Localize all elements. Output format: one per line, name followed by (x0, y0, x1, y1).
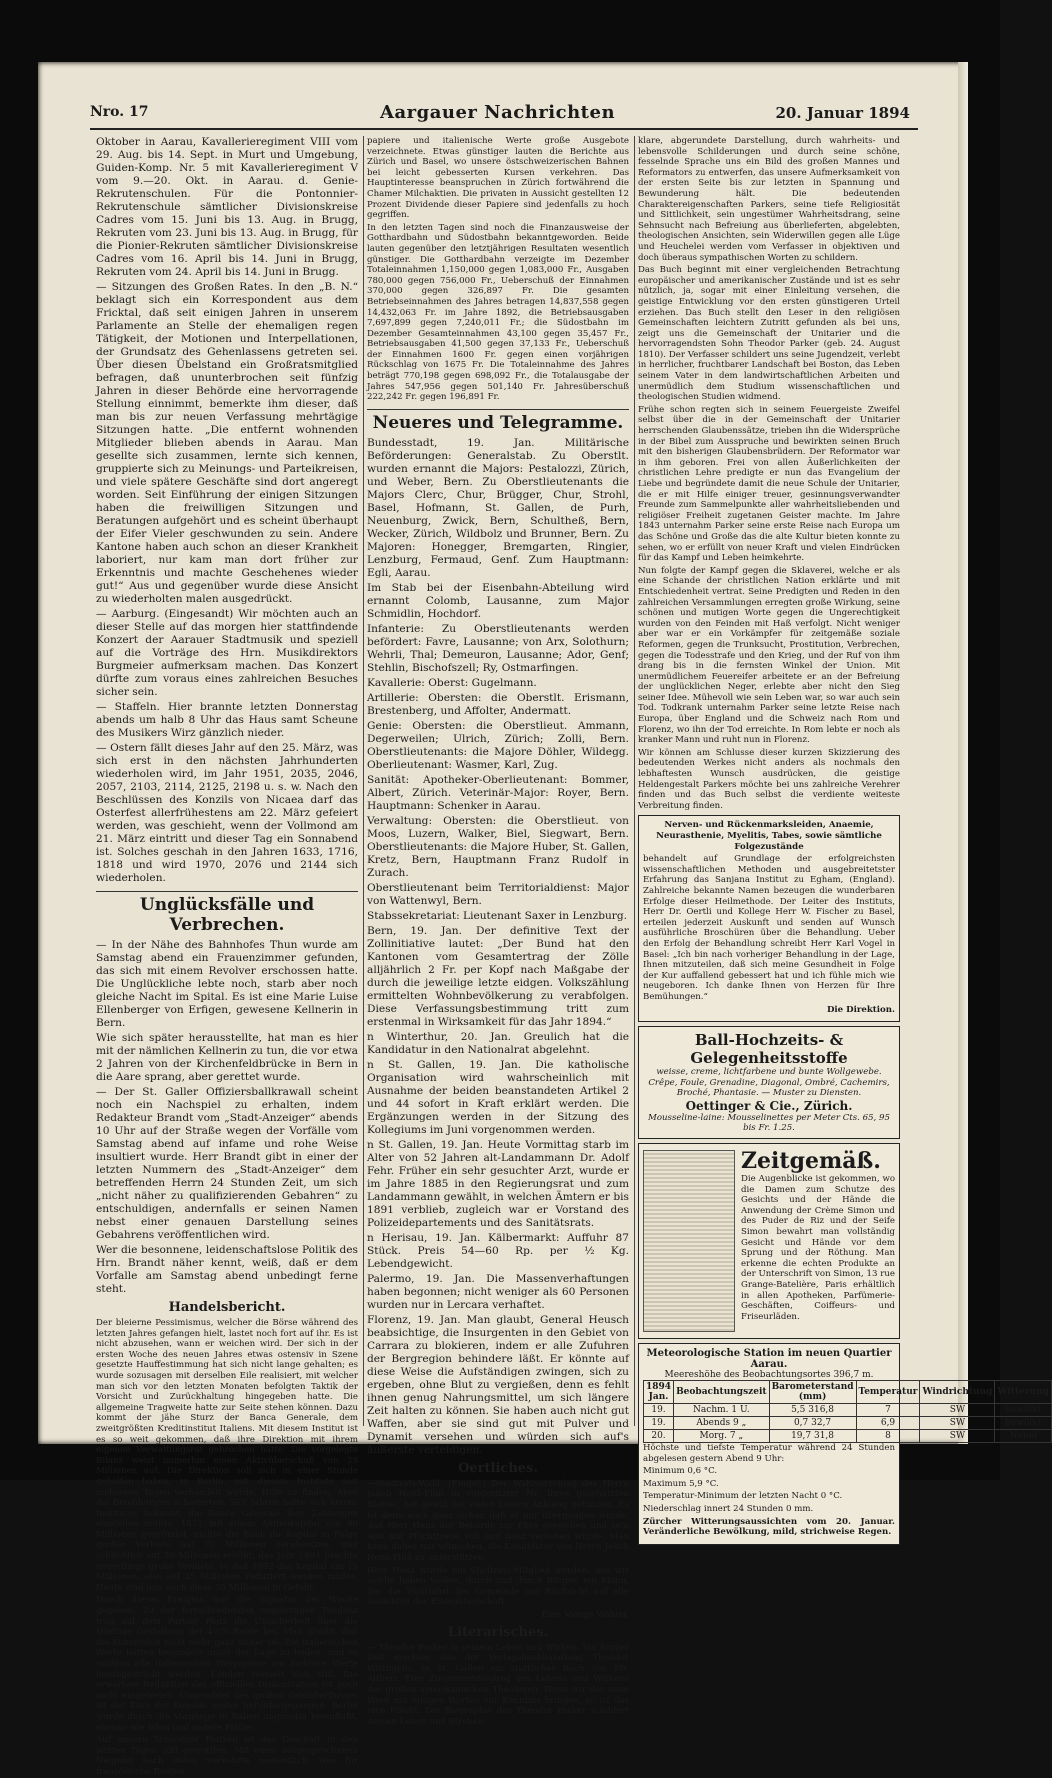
weather-forecast: Zürcher Witterungsaussichten vom 20. Januar. Veränderliche Bewölkung, mild, strichweise Regen. (643, 1516, 895, 1538)
article-signature: Eine Menge Wähler. (541, 1609, 629, 1620)
article-paragraph: n St. Gallen, 19. Jan. Die katholische Organisation wird wahrscheinlich mit Ausnahme der beiden beanstandeten Artikel 2 und 44 sofort in Kraft erklärt werden. Die Ergänzungen werden in der Sitzung des Kollegiums im Juni vorgenommen werden. (367, 1058, 629, 1136)
ad-body: behandelt auf Grundlage der erfolgreichsten wissenschaftlichen Methoden und ausgebreitetster Erfahrung das Sanjana Institut zu Egham, (England). Zahlreiche bekannte Namen bezeugen die wunderbaren Erfolge dieser Heilmethode. Der Leiter des Instituts, Herr Dr. Oertli und Kollege Herr W. Fischer zu Basel, erteilen jederzeit Auskunft und senden auf Wunsch ausführliche Broschüren über die Behandlung. Ueber den Erfolg der Behandlung schreibt Herr Karl Vogel in Basel: „Ich bin nach vorheriger Behandlung in der Lage, Ihnen mitzuteilen, daß sich meine Gesundheit in Folge der Kur auffallend gebessert hat und ich fühle mich wie neugeboren. Ich danke Ihnen von Herzen für Ihre Bemühungen.“ (643, 854, 895, 1002)
article-paragraph: Nun folgte der Kampf gegen die Sklaverei, welche er als eine Schande der christlichen Nation erklärte und mit Entschiedenheit vertrat. Seine Predigten und Reden in den zahlreichen Versammlungen erregten große Wirkung, seine schönen und mutigen Worte gegen die Ungerechtigkeit wurden von den Feinden mit Haß verfolgt. Nicht weniger aber war er ein Vorkämpfer für zeitgemäße soziale Reformen, gegen die Trunksucht, Prostitution, Verbrechen, gegen die Todesstrafe und den Krieg, und der Ruf von ihm drang bis in die fernsten Winkel der Union. Mit unermüdlichem Feuereifer arbeitete er an der Befreiung der unglücklichen Neger, erlebte aber nicht den Sieg seiner Idee. Mühevoll wie sein Leben war, so war auch sein Tod. Todkrank unternahm Parker seine letzte Reise nach Europa, über England und die Schweiz nach Rom und Florenz, wo ihn der Tod erreichte. In Rom lebte er noch als kranker Mann und ruht nun in Florenz. (638, 565, 900, 746)
ad-title: Zeitgemäß. (741, 1148, 881, 1175)
table-cell: Nachm. 1 U. (674, 1404, 770, 1417)
ad-signature: Die Direktion. (826, 1004, 895, 1015)
article-paragraph: Im Stab bei der Eisenbahn-Abteilung wird ernannt Colomb, Lausanne, zum Major Schmidlin, Hochdorf. (367, 581, 629, 620)
table-cell: Nebel (995, 1430, 1052, 1443)
newspaper-title: Aargauer Nachrichten (380, 102, 616, 123)
article-paragraph: Oktober in Aarau, Kavallerieregiment VIII vom 29. Aug. bis 14. Sept. in Murt und Umgebung, Guiden-Komp. Nr. 5 mit Kavallerieregiment V vom 9.—20. Okt. in Aarau. d. Genie-Rekrutenschulen. Für die Pontonnier-Rekrutenschule sämtlicher Divisionskreise Cadres vom 15. Juni bis 13. Aug. in Brugg, Rekruten vom 23. Juni bis 13. Aug. in Brugg, für die Pionier-Rekruten sämtlicher Divisionskreise Cadres vom 16. April bis 14. Juni in Brugg, Rekruten vom 24. April bis 14. Juni in Brugg. (96, 136, 358, 278)
masthead (90, 102, 910, 128)
ad-body: Die Augenblicke ist gekommen, wo die Damen zum Schutze des Gesichts und der Hände die Anwendung der Crème Simon und des Puder de Riz und der Seife Simon bewahrt man vollständig Gesicht und Hände vor dem Sprung und der Röthung. Man erkenne die echten Produkte an der Unterschrift von Simon, 13 rue Grange-Batelière, Paris erhältlich in allen Apotheken, Parfümerie-Geschäften, Coiffeurs- und Friseurläden. (741, 1174, 895, 1322)
article-paragraph: Kavallerie: Oberst: Gugelmann. (367, 676, 537, 689)
ad-subtitle: weisse, creme, lichtfarbene und bunte Wollgewebe. Crêpe, Foule, Grenadine, Diagonal, Ombré, Cachemirs, Broché, Phantasie. — Muster zu Diensten. (648, 1067, 890, 1099)
weather-report (638, 1343, 1049, 1545)
article-paragraph: —Stadtrats-Wahl. (Eingef.) Der Wahlvorschlag des Herrn Jakob Henz-Plüß in vorgeritzter Nr. Ihres geschätzten Blattes, hat gewiß bei vielen Lesern Anklang gefunden. Es ist denn auch ganz sicher, daß er nur übergangen wurde, daß Herr Henz der Behörde zur Ehre gereichen und sein Amt mit Pflichttreue voll und ganz versehen würde. Man kann daher nur wünschen, die Kandidatur von Herrn Jakob Henz-Plüß zu unterstützen. (367, 1478, 629, 1563)
advert-illustration (643, 1150, 735, 1332)
article-paragraph: Oberstlieutenant beim Territorialdienst: Major von Wattenwyl, Bern. (367, 881, 629, 907)
article-paragraph: — Der St. Galler Offiziersballkrawall scheint noch ein Nachspiel zu erhalten, indem Redakteur Brandt vom „Stadt-Anzeiger“ abends 10 Uhr auf der Straße wegen der Vorfälle vom Samstag abend auf infame und rohe Weise insultiert wurde. Herr Brandt gibt in einer der letzten Nummern des „Stadt-Anzeiger“ dem betreffenden Herrn 24 Stunden Zeit, um sich „nicht näher zu qualifizierenden Gebahren“ zu entschuldigen, andernfalls er seinen Namen nebst einer genauen Darstellung seines Gebahrens veröffentlichen wird. (96, 1086, 358, 1241)
table-cell: 8 (856, 1430, 920, 1443)
article-paragraph: Genie: Obersten: die Oberstlieut. Ammann, Degerweilen; Ulrich, Zürich; Zolli, Bern. Oberstlieutenants: die Majore Döhler, Wildegg. Oberlieutenant: Wasmer, Karl, Zug. (367, 719, 629, 771)
table-row (644, 1404, 1052, 1417)
table-cell: SW (920, 1404, 995, 1417)
column-3 (638, 136, 1049, 1538)
article-paragraph: Frühe schon regten sich in seinem Feuergeiste Zweifel selbst über die in der Gemeinschaft der Unitarier herrschenden Glaubenssätze, trieben ihn die Widersprüche in der Bibel zum Ausspruche und bewirkten seinen Bruch mit den bisherigen Glaubensbrüdern. Der Reformator war in ihm geboren. Frei von allen Äußerlichkeiten der christlichen Lehre predigte er nun das Evangelium der Liebe und begründete damit die neue Schule der Unitarier, die er mit Hilfe einiger treuer, gesinnungsverwandter Freunde zum Sammelpunkte aller wahrheitsliebenden und religiöser Freiheit zugetanen Geister machte. Im Jahre 1843 unternahm Parker seine erste Reise nach Europa um das Schöne und Große das die alte Kultur bieten konnte zu sehen, wo er erfüllt von neuer Kraft und vielen Eindrücken für das Kampf und Leben heimkehrte. (638, 404, 900, 564)
table-cell: 7 (856, 1404, 920, 1417)
article-paragraph: Wer die besonnene, leidenschaftslose Politik des Hrn. Brandt näher kennt, weiß, daß er dem Vorfalle am Samstag abend unbedingt ferne steht. (96, 1244, 358, 1295)
table-header: Witterung (995, 1381, 1052, 1404)
weather-note: Höchste und tiefste Temperatur während 24 Stunden abgelesen gestern Abend 9 Uhr: (643, 1443, 895, 1464)
table-row (644, 1430, 1052, 1443)
article-paragraph: n St. Gallen, 19. Jan. Heute Vormittag starb im Alter von 52 Jahren alt-Landammann Dr. Adolf Fehr. Früher ein sehr gesuchter Arzt, wurde er im Jahre 1885 in den Regierungsrat und zum Landammann gewählt, in welchen Ämtern er bis 1891 verblieb, zugleich war er Vorstand des Polizeidepartements und des Sanitätsrats. (367, 1138, 629, 1229)
table-header: 1894 Jan. (644, 1381, 674, 1404)
table-cell: 0,7 32,7 (769, 1417, 856, 1430)
section-heading: Neueres und Telegramme. (367, 409, 629, 433)
table-cell: SW (920, 1417, 995, 1430)
column-2 (367, 136, 629, 1727)
masthead-rule (90, 128, 918, 130)
article-paragraph: Wir können am Schlusse dieser kurzen Skizzierung des bedeutenden Werkes nicht anders als nochmals den lebhaftesten Wunsch ausdrücken, die geistige Heldengestalt Parkers möchte bei uns zahlreiche Verehrer finden und das Buch selbst die verdiente weiteste Verbreitung finden. (638, 747, 900, 811)
table-cell: 6,9 (856, 1417, 920, 1430)
column-divider (634, 136, 635, 1426)
article-paragraph: n Winterthur, 20. Jan. Greulich hat die Kandidatur in den Nationalrat abgelehnt. (367, 1030, 629, 1056)
article-paragraph: In den letzten Tagen sind noch die Finanzausweise der Gotthardbahn und Südostbahn bekanntgeworden. Beide lauten gegenüber den letztjährigen Resultaten wesentlich günstiger. Die Gotthardbahn verzeigte im Dezember Totaleinnahmen 1,150,000 gegen 1,083,000 Fr., Ausgaben 780,000 gegen 756,000 Fr., Ueberschuß der Einnahmen 370,000 gegen 326,897 Fr. Die gesamten Betriebseinnahmen des Jahres betragen 14,837,558 gegen 14,432,063 Fr. im Jahre 1892, die Betriebsausgaben 7,697,899 gegen 7,240,011 Fr.; die Südostbahn im Dezember Gesamteinnahmen 43,100 gegen 35,457 Fr., Betriebsausgaben 41,500 gegen 37,133 Fr., Ueberschuß der Einnahmen 1600 Fr. gegen einen vorjährigen Rückschlag von 1675 Fr. Die Totaleinnahme des Jahres beträgt 770,198 gegen 698,092 Fr., die Totalausgabe der Jahres 547,956 gegen 501,140 Fr. Jahresüberschuß 222,242 Fr. gegen 196,891 Fr. (367, 222, 629, 403)
article-paragraph: Der bleierne Pessimismus, welcher die Börse während des letzten Jahres gefangen hielt, lastet noch fort auf ihr. Es ist nicht abzusehen, wann er weichen wird. Der sich in der ersten Woche des neuen Jahres etwas ostensiv in Szene gesetzte Hauffestimmung hat sich nicht lange gehalten; es wurde sozusagen mit derselben Eile realisiert, mit welcher man sich vor den letzten Monaten befolgten Taktik der Vorsicht und Zurückhaltung hingegeben hatte. Die allgemeine Tragweite hatte zur Seite stehen können. Dazu kommt der jähe Sturz der Banca Generale, dem zweitgrößten Kreditinstitut Italiens. Mit diesem Institut ist es so weit gekommen, daß ihre Direktion mit ihrem eigenen Verwaltungsrat gebrochen hatte. Die vorgelegte Bilanz weist immerhin einen Aktivüberschuß von 25 Millionen auf. Die Direktion soll sich in einer Stunde geholfen haben, in Berlin, mit diesem Institute seit mehreren Tagen verhandelt wurde, Hilfe zu finden. Aber die Bemühungen scheiterten. Seit Jahren hatte sich keines Institutes bekannt, die Banca Generale ihre Zahlungen einstellen mußte. 1871 mit einem Aktienkapital von 80 Millionen gegründet, mußte die Bank ihr Kapital in Folge großer Verluste auf 70 Millionen herabsetzen, und schließlich auf 50 Millionen erhöht; das Jahr 1891 brachte neuerdings große Verluste, so daß 1892 das Kapital um 15 Millionen, also auf 35 Millionen reduziert werden mußte. Heute sind nun auch diese 35 Millionen in Gefahr. (96, 1318, 358, 1593)
table-cell: Morg. 7 „ (674, 1430, 770, 1443)
column-divider (363, 136, 364, 1426)
weather-note: Niederschlag innert 24 Stunden 0 mm. (643, 1504, 814, 1515)
issue-number: Nro. 17 (90, 104, 149, 120)
article-paragraph: n Herisau, 19. Jan. Kälbermarkt: Auffuhr 87 Stück. Preis 54—60 Rp. per ½ Kg. Lebendgewicht. (367, 1231, 629, 1270)
article-paragraph: — Staffeln. Hier brannte letzten Donnerstag abends um halb 8 Uhr das Haus samt Scheune des Musikers Wirz gänzlich nieder. (96, 701, 358, 739)
weather-title: Meteorologische Station im neuen Quartier Aarau. (646, 1348, 892, 1371)
table-cell: bewölkt (995, 1417, 1052, 1430)
table-header: Temperatur (856, 1381, 920, 1404)
table-cell: 20. (644, 1430, 674, 1443)
table-cell: Abends 9 „ (674, 1417, 770, 1430)
article-paragraph: — Ostern fällt dieses Jahr auf den 25. März, was sich erst in den nächsten Jahrhunderten wiederholen wird, im Jahr 1951, 2035, 2046, 2057, 2103, 2114, 2125, 2198 u. s. w. Nach den Beschlüssen des Konzils von Nicaea darf das Osterfest allerfrühestens am 22. März gefeiert werden, was geschieht, wenn der Vollmond am 21. März eintritt und dieser Tag ein Sonnabend ist. Solches geschah in den Jahren 1633, 1716, 1818 und wird 1970, 2076 und 2144 sich wiederholen. (96, 742, 358, 884)
article-paragraph: — In der Nähe des Bahnhofes Thun wurde am Samstag abend ein Frauenzimmer gefunden, das sich mit einem Revolver erschossen hatte. Die Unglückliche lebte noch, starb aber noch gleiche Nacht im Spital. Es ist eine Marie Luise Ellenberger von Erfigen, gewesene Kellnerin in Bern. (96, 939, 358, 1029)
article-paragraph: Stabssekretariat: Lieutenant Saxer in Lenzburg. (367, 909, 628, 922)
newspaper-page (38, 62, 1049, 1777)
table-row (644, 1417, 1052, 1430)
article-paragraph: Palermo, 19. Jan. Die Massenverhaftungen haben begonnen; nicht weniger als 60 Personen wurden nur in Lercara verhaftet. (367, 1272, 629, 1311)
section-heading: Handelsbericht. (168, 1300, 286, 1315)
weather-subtitle: Meereshöhe des Beobachtungsortes 396,7 m. (664, 1370, 874, 1381)
table-header: Windrichtung (920, 1381, 995, 1404)
article-paragraph: — Sitzungen des Großen Rates. In den „B. N.“ beklagt sich ein Korrespondent aus dem Fricktal, daß seit einigen Jahren in unserem Parlamente an Stelle der ehemaligen regen Tätigkeit, der Motionen und Interpellationen, der Grundsatz des Gehenlassens getreten sei. Über diesen Übelstand ein Großratsmitglied befragen, daß ununterbrochen seit fünfzig Jahren in dieser Behörde eine hervorragende Stellung einnimmt, bemerkte ihm dieser, daß man bis zur neuen Verfassung mehrtägige Sitzungen hatte. „Die entfernt wohnenden Mitglieder blieben abends in Aarau. Man gesellte sich zusammen, lernte sich kennen, gruppierte sich zu Meinungs- und Parteikreisen, und viele spätere Geschäfte sind dort angeregt worden. Seit Einführung der einigen Sitzungen haben die freiwilligen Sitzungen und Beratungen aufgehört und es scheint überhaupt der Eifer Vieler geschwunden zu sein. Andere Kantone haben auch schon an dieser Krankheit laboriert, nur kam man dort früher zur Erkenntnis und machte Geschehenes wieder gut!“ Aus und gegenüber wurde diese Ansicht zu wiederholten malen ausgedrückt. (96, 281, 358, 605)
article-paragraph: Herr Henz würde ein Stadtrats-Mitglied werden, wie wir solche haben wollen, durch und durch Bürger, ein Mann, der die Wohlfahrt der Gemeinde mit Rücksicht auf alle Ansichten der Einwohnerschaft. (367, 1565, 629, 1608)
column-1 (96, 136, 358, 1777)
article-paragraph: Wie sich später herausstellte, hat man es hier mit der nämlichen Kellnerin zu tun, die vor etwa 2 Jahren von der Kirchenfeldbrücke in Bern in die Aare sprang, aber gerettet wurde. (96, 1032, 358, 1083)
issue-date: 20. Januar 1894 (775, 104, 910, 122)
article-paragraph: — Theodor Parker in seinem Leben und Wirken. Vor kurzer Zeit erschien aus der Verlagsbuchhandlung Theodor Wirthgebs, in St. Gallen ein stattliches Buch von Pfr. Altherr. Eine Zusammenfassung des Lebens und Wirkens des großen amerikanischen Theologen. Wenn wir das neue Werk mit einigen Worten zur Kenntnis bringen, so ist das eine Pflicht. Die Biographie des Theodor Parker schildert dessen Leben und Streben. (367, 1642, 629, 1727)
weather-min: Minimum 0,6 °C. (643, 1466, 718, 1477)
article-paragraph: Infanterie: Zu Oberstlieutenants werden befördert: Favre, Lausanne; von Arx, Solothurn; Wehrli, Thal; Demeuron, Lausanne; Ador, Genf; Stehlin, Bischofszell; Ry, Ostmarfingen. (367, 622, 629, 674)
article-paragraph: Bundesstadt, 19. Jan. Militärische Beförderungen: Generalstab. Zu Oberstlt. wurden ernannt die Majors: Pestalozzi, Zürich, und Weber, Bern. Zu Oberstlieutenants die Majors Clerc, Chur, Brügger, Chur, Strohl, Basel, Hofmann, St. Gallen, de Purh, Neuenburg, Zwick, Bern, Schultheß, Bern, Wecker, Zürich, Wildbolz und Brunner, Bern. Zu Majoren: Honegger, Bremgarten, Ringier, Lenzburg, Fermaud, Genf. Zum Hauptmann: Egli, Aarau. (367, 436, 629, 579)
section-heading: Literarisches. (447, 1624, 549, 1640)
weather-note: Temperatur-Minimum der letzten Nacht 0 °C. (643, 1491, 843, 1502)
section-heading: Unglücksfälle und Verbrechen. (96, 891, 358, 935)
article-paragraph: klare, abgerundete Darstellung, durch wahrheits- und lebensvolle Schilderungen und durch seine schöne, fesselnde Sprache uns ein Bild des großen Mannes und Reformators zu entwerfen, das unsere Aufmerksamkeit von der ersten Seite bis zur letzten in Spannung und Bewunderung hält. Die bedeutenden Charaktereigenschaften Parkers, seine tiefe Religiosität und Sittlichkeit, sein ungestümer Wahrheitsdrang, seine Sehnsucht nach Befreiung aus überlieferten, abgelebten, theologischen Ansichten, sein Widerwillen gegen alle Lüge und Heuchelei werden vom Verfasser in objektiven und doch überaus sympathischen Worten zu schildern. (638, 136, 900, 263)
table-header: Beobachtungszeit (674, 1381, 770, 1404)
article-paragraph: Auf unsern Schweizer Plätzen ist das Geschäft in den letzten Tagen still geworden. Mit einer ausgesprochenen Neigung nach unten verkehrte namentlich, was für französische Renten- (96, 1735, 358, 1777)
article-paragraph: Verwaltung: Obersten: die Oberstlieut. von Moos, Luzern, Walker, Biel, Siegwart, Bern. Oberstlieutenants: die Majore Huber, St. Gallen, Kretz, Bern, Hauptmann Franz Rudolf in Zurach. (367, 814, 629, 879)
table-cell: 19. (644, 1417, 674, 1430)
article-paragraph: Florenz, 19. Jan. Man glaubt, General Heusch beabsichtige, die Insurgenten in den Gebiet von Carrara zu blokieren, indem er alle Zufuhren der Bergregion behindere läßt. Er könnte auf diese Weise die Aufständigen zwingen, sich zu ergeben, ohne Blut zu vergießen, denn es fehlt ihnen genug Nahrungsmittel, um sich längere Zeit halten zu können. Sie haben auch nicht gut Waffen, aber sie sind gut mit Pulver und Dynamit versehen und würden sich auf's äußerste verteidigen. (367, 1313, 629, 1456)
article-paragraph: Bern, 19. Jan. Der definitive Text der Zollinitiative lautet: „Der Bund hat den Kantonen vom Gesamtertrag der Zölle alljährlich 2 Fr. per Kopf nach Maßgabe der durch die jeweilige letzte eidgen. Volkszählung ermittelten Wohnbevölkerung zu verabfolgen. Diese Verfassungsbestimmung tritt zum erstenmal in Wirksamkeit für das Jahr 1894.“ (367, 924, 629, 1028)
weather-max: Maximum 5,9 °C. (643, 1478, 719, 1489)
table-cell: SW (920, 1430, 995, 1443)
weather-table (643, 1380, 1052, 1443)
advertisement-zeitgemass (638, 1143, 900, 1339)
section-heading: Oertliches. (458, 1460, 538, 1476)
advertisement-nerves (638, 815, 900, 1022)
table-header: Barometerstand (mm) (769, 1381, 856, 1404)
ad-firm: Oettinger & Cie., Zürich. (685, 1098, 853, 1113)
advertisement-fabrics (638, 1026, 900, 1139)
ad-price: Mousseline-laine: Mousselinettes per Meter Cts. 65, 95 bis Fr. 1.25. (648, 1112, 890, 1134)
table-cell: 19,7 31,8 (769, 1430, 856, 1443)
table-cell: 5,5 316,8 (769, 1404, 856, 1417)
ad-title: Nerven- und Rückenmarksleiden, Anaemie, Neurasthenie, Myelitis, Tabes, sowie sämtliche Folgezustände (656, 820, 882, 852)
article-paragraph: Sanität: Apotheker-Oberlieutenant: Bommer, Albert, Zürich. Veterinär-Major: Royer, Bern. Hauptmann: Schenker in Aarau. (367, 773, 629, 812)
ad-title: Ball-Hochzeits- & Gelegenheitsstoffe (690, 1031, 848, 1068)
article-paragraph: papiere und italienische Werte große Ausgebote verzeichnete. Etwas günstiger lauten die Berichte aus Zürich und Basel, wo unsere östschweizerischen Bahnen bei leicht gebesserten Kursen verkehren. Das Hauptinteresse beanspruchen in Zürich fortwährend die Chamer Milchaktien. Die privaten in Aussicht gestellten 12 Prozent Dividende dieser Papiere sind jedenfalls zu hoch gegriffen. (367, 136, 629, 221)
article-paragraph: Durch dieses Ereignis war die Signatur der Woche gegeben. Zu der fortschreitenden ungünstigen Tendenz trug auf dem Pariser Platz die Unsicherheit über die künftige Gestaltung der 4½% Rente bei. Man glaubt, daß die Konversion nicht mehr ganz sicher sei. Die italienischen Werte hatten besonders unter der Lage zu leiden, und es mußten alle italienischen Werpapiere um mehrere Werte herabgedrückt werden. London verhielt sich still. Die erwartete Reduktion des offiziellen Diskontsatzes ist noch nicht eingetreten. Ungeachtet des großen Geldüberflusses ist der Kurs der Konsols weiter heruntergegangen. Berlin wurde durch die Vorgänge in Italien ungünstig beeinflußt, ebenso wie Wien und andere Plätze. (96, 1595, 358, 1733)
article-paragraph: Das Buch beginnt mit einer vergleichenden Betrachtung europäischer und amerikanischer Zustände und ist es sehr nützlich, ja, sogar mit einer Einleitung versehen, die geistige Entwicklung vor den ersten günstigeren Urteil erziehen. Das Buch stellt den Leser in den religiösen Gemeinschaften leichtern Zutritt gefunden als bei uns, zeigt uns die Gemeinschaft der Unitarier und die hervorragendsten Sohn Theodor Parker (geb. 24. August 1810). Der Verfasser schildert uns seine Jugendzeit, verlebt in herrlicher, fruchtbarer Landschaft bei Boston, das Leben seinem Vater in dem landwirtschaftlichen Arbeiten und unermüdlich dem Studium wissenschaftlichen und theologischen Studien widmend. (638, 265, 900, 403)
article-paragraph: Artillerie: Obersten: die Oberstlt. Erismann, Brestenberg, und Affolter, Andermatt. (367, 691, 629, 717)
table-cell: 19. (644, 1404, 674, 1417)
page-edge (958, 62, 968, 1444)
table-cell: bewölkt (995, 1404, 1052, 1417)
article-paragraph: — Aarburg. (Eingesandt) Wir möchten auch an dieser Stelle auf das morgen hier stattfindende Konzert der Aarauer Stadtmusik und speziell auf die Vorträge des Hrn. Musikdirektors Burgmeier aufmerksam machen. Das Konzert dürfte zum voraus eines zahlreichen Besuches sicher sein. (96, 608, 358, 698)
